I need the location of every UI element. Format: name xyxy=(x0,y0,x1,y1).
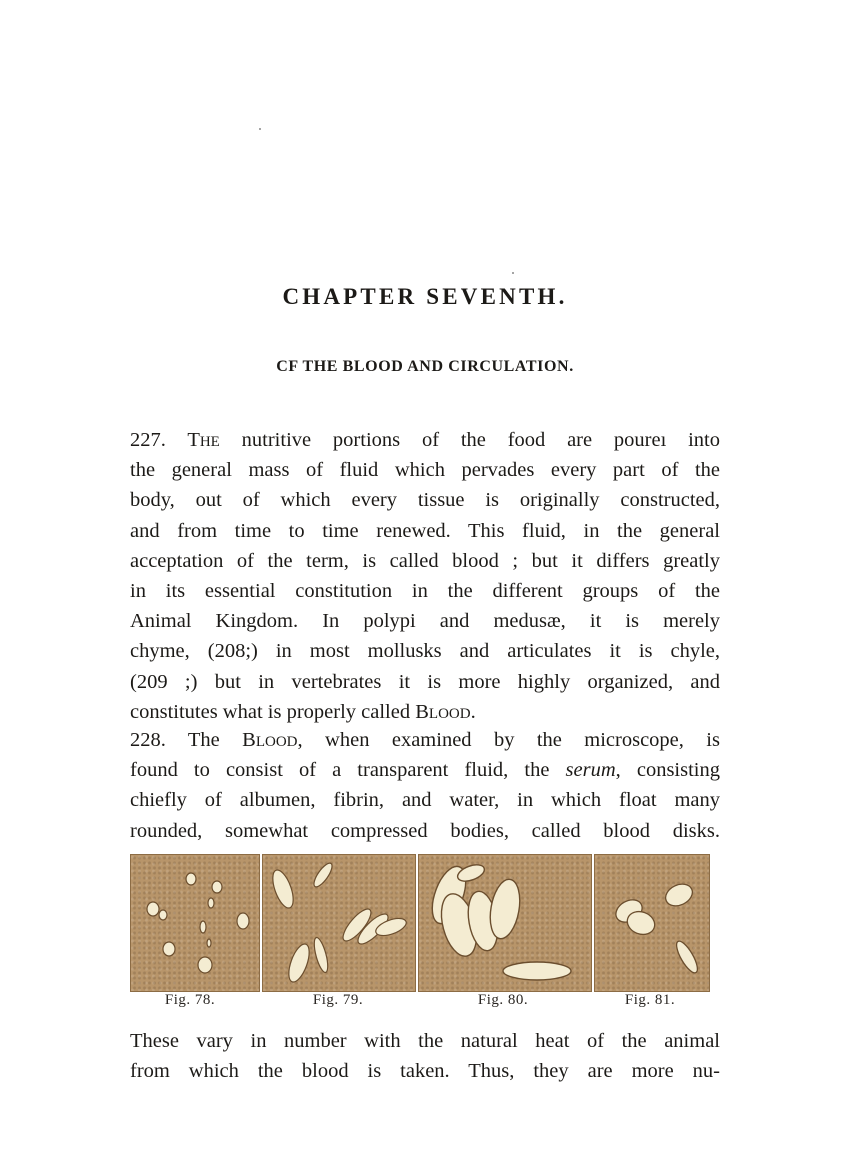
text-line: rounded, somewhat compressed bodies, called blood disks. xyxy=(130,819,720,842)
text-run: constitutes what is properly called B xyxy=(130,700,429,723)
text-line: These vary in number with the natural heat of the animal xyxy=(130,1030,720,1052)
text-line: Animal Kingdom. In polypi and medusæ, it is merely xyxy=(130,610,720,633)
oval-disk xyxy=(311,861,335,890)
italic-run: serum xyxy=(565,759,616,782)
figure-78-illustration xyxy=(130,854,260,992)
text-line xyxy=(130,755,720,785)
page-speck xyxy=(512,272,514,274)
figure-captions xyxy=(130,992,710,1014)
blood-disks-fig81 xyxy=(595,855,709,991)
chapter-title: CHAPTER SEVENTH. xyxy=(282,284,568,309)
paragraph-number: 228. xyxy=(130,729,166,751)
text-line: chiefly of albumen, fibrin, and water, in which float many xyxy=(130,789,720,812)
text-line xyxy=(130,725,720,755)
round-disk xyxy=(198,957,212,973)
small-caps-run: LOOD xyxy=(428,705,471,722)
blood-disks-fig78 xyxy=(131,855,259,991)
section-title: CF THE BLOOD AND CIRCULATION. xyxy=(276,358,574,375)
round-disk xyxy=(159,910,167,920)
round-disk xyxy=(200,921,206,933)
round-disk xyxy=(212,881,222,893)
text-line: in its essential constitution in the different groups of the xyxy=(130,579,720,602)
paragraph-228 xyxy=(130,725,720,846)
small-caps-run: HE xyxy=(199,434,220,450)
round-disk xyxy=(237,913,249,929)
figure-81-illustration xyxy=(594,854,710,992)
round-disk xyxy=(163,942,175,956)
round-disk xyxy=(147,902,159,916)
oval-disk xyxy=(662,880,696,910)
blood-disk-figures xyxy=(130,854,710,992)
oval-disk xyxy=(312,936,331,973)
figure-80-illustration xyxy=(418,854,592,992)
paragraph-227 xyxy=(130,425,720,727)
small-caps-run: LOOD xyxy=(255,734,298,750)
text-line: chyme, (208;) in most mollusks and articulates it is chyle, xyxy=(130,640,720,663)
text-run: . xyxy=(470,700,476,723)
page-speck xyxy=(259,128,261,130)
text-line xyxy=(130,425,720,455)
text-line: body, out of which every tissue is originally constructed, xyxy=(130,489,720,512)
figure-79-illustration xyxy=(262,854,416,992)
text-run: nutritive portions of the food are poureı into xyxy=(219,429,720,451)
caption-fig-79: Fig. 79. xyxy=(312,992,364,1008)
round-disk xyxy=(208,898,214,908)
large-oval-disk xyxy=(503,962,571,980)
round-disk xyxy=(207,939,211,947)
caption-fig-78: Fig. 78. xyxy=(164,992,216,1008)
text-line: and from time to time renewed. This fluid, in the general xyxy=(130,519,720,542)
oval-disk xyxy=(269,867,298,910)
round-disk xyxy=(186,873,196,885)
text-run: , consisting xyxy=(615,759,720,782)
text-line: acceptation of the term, is called blood ; but it differs greatly xyxy=(130,549,720,572)
caption-fig-81: Fig. 81. xyxy=(624,992,676,1008)
text-line: the general mass of fluid which pervades every part of the xyxy=(130,459,720,482)
oval-disk xyxy=(673,938,701,975)
oval-disk xyxy=(285,941,314,984)
text-run: , when examined by the microscope, is xyxy=(297,729,720,751)
text-line xyxy=(130,697,720,727)
blood-disks-fig79 xyxy=(263,855,415,991)
blood-disks-fig80 xyxy=(419,855,591,991)
paragraph-continued xyxy=(130,1026,720,1086)
text-run: The B xyxy=(165,729,256,751)
caption-fig-80: Fig. 80. xyxy=(477,992,529,1008)
paragraph-number: 227. xyxy=(130,429,166,451)
text-line: (209 ;) but in vertebrates it is more highly organized, and xyxy=(130,670,720,693)
text-line: from which the blood is taken. Thus, they are more nu- xyxy=(130,1060,720,1083)
text-run: found to consist of a transparent fluid, the xyxy=(130,759,566,782)
text-run: T xyxy=(165,429,200,451)
